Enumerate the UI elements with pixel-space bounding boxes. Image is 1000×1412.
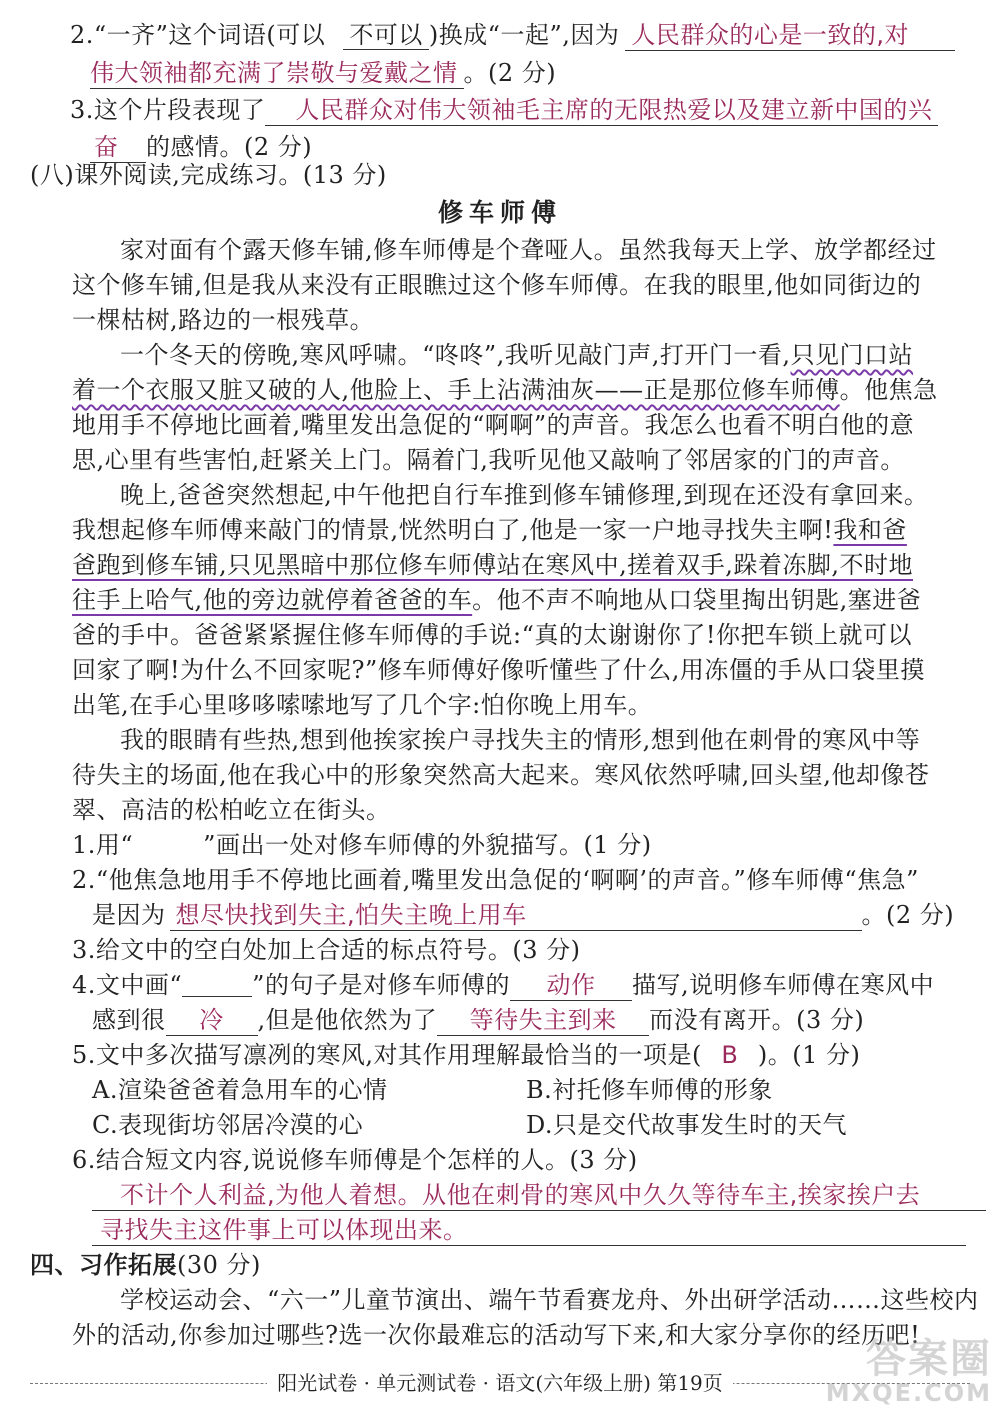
passage-line: 待失主的场面,他在我心中的形象突然高大起来。寒风依然呼啸,回头望,他却像苍 bbox=[72, 761, 930, 789]
prev-q2-answer-2: 伟大领袖都充满了崇敬与爱戴之情 bbox=[90, 58, 464, 89]
straight-line-sample bbox=[182, 970, 252, 997]
question-text: 描写,说明修车师傅在寒风中 bbox=[631, 971, 935, 999]
passage-line bbox=[72, 513, 907, 547]
prev-q2-answer-1: 人民群众的心是一致的,对 bbox=[625, 20, 955, 51]
watermark-text-2: MXQE.COM bbox=[825, 1379, 992, 1407]
passage-title: 修车师傅 bbox=[437, 198, 562, 227]
q5-option-b: B.衬托修车师傅的形象 bbox=[526, 1076, 773, 1104]
section-4-prompt-line: 学校运动会、“六一”儿童节演出、端午节看赛龙舟、外出研学活动……这些校内 bbox=[120, 1286, 979, 1314]
answer-q2: 想尽快找到失主,怕失主晚上用车 bbox=[170, 900, 862, 931]
passage-line: 出笔,在手心里哆哆嗦嗦地写了几个字:怕你晚上用车。 bbox=[72, 691, 653, 719]
question-text: 1.用“ bbox=[72, 831, 134, 859]
answer-q5: B bbox=[721, 1041, 739, 1069]
section-4-score: (30 分) bbox=[177, 1251, 261, 1279]
prev-q3-text-b: 的感情。(2 分) bbox=[146, 133, 313, 161]
passage-line: 回家了啊!为什么不回家呢?”修车师傅好像听懂些了什么,用冻僵的手从口袋里摸 bbox=[72, 656, 925, 684]
answer-q4-2: 冷 bbox=[166, 1005, 258, 1036]
passage-line: 这个修车铺,但是我从来没有正眼瞧过这个修车师傅。在我的眼里,他如同街边的 bbox=[72, 271, 922, 299]
answer-q6-2: 寻找失主这件事上可以体现出来。 bbox=[92, 1215, 966, 1246]
passage-line: 一棵枯树,路边的一根残草。 bbox=[72, 306, 375, 334]
prev-q2-text-a: 2.“一齐”这个词语(可以 bbox=[70, 21, 326, 49]
passage-line bbox=[120, 338, 913, 372]
question-text: 。(2 分) bbox=[861, 901, 955, 929]
passage-line: 翠、高洁的松柏屹立在街头。 bbox=[72, 796, 391, 824]
question-5 bbox=[72, 1038, 860, 1072]
footer-text: 阳光试卷 · 单元测试卷 · 语文(六年级上册) 第19页 bbox=[267, 1371, 733, 1395]
answer-q6-1: 不计个人利益,为他人着想。从他在刺骨的寒风中久久等待车主,挨家挨户去 bbox=[92, 1180, 986, 1211]
passage-line: 我的眼睛有些热,想到他挨家挨户寻找失主的情形,想到他在刺骨的寒风中等 bbox=[120, 726, 921, 754]
section-8-heading: (八)课外阅读,完成练习。(13 分) bbox=[30, 161, 387, 189]
question-text: 4.文中画“ bbox=[72, 971, 183, 999]
section-4-prompt-line: 外的活动,你参加过哪些?选一次你最难忘的活动写下来,和大家分享你的经历吧! bbox=[72, 1321, 921, 1349]
prev-q2-score: 。(2 分) bbox=[463, 59, 557, 87]
passage-line bbox=[72, 373, 938, 407]
question-4-line2 bbox=[92, 1003, 864, 1037]
question-3: 3.给文中的空白处加上合适的标点符号。(3 分) bbox=[72, 936, 581, 964]
question-2-line2 bbox=[92, 898, 954, 932]
passage-text: 我想起修车师傅来敲门的情景,恍然明白了,他是一家一户地寻找失主啊! bbox=[72, 516, 834, 544]
passage-line: 晚上,爸爸突然想起,中午他把自行车推到修车铺修理,到现在还没有拿回来。 bbox=[120, 481, 929, 509]
prev-q2-choice: 不可以 bbox=[343, 21, 429, 50]
action-sentence-underlined: 往手上哈气,他的旁边就停着爸爸的车 bbox=[72, 586, 473, 614]
wavy-line-sample bbox=[133, 828, 203, 862]
passage-line: 思,心里有些害怕,赶紧关上门。隔着门,我听见他又敲响了邻居家的门的声音。 bbox=[72, 446, 905, 474]
question-text: 而没有离开。(3 分) bbox=[649, 1006, 865, 1034]
question-2-line1: 2.“他焦急地用手不停地比画着,嘴里发出急促的‘啊啊’的声音。”修车师傅“焦急” bbox=[72, 866, 919, 894]
prev-q3-text-a: 3.这个片段表现了 bbox=[70, 96, 266, 124]
passage-line bbox=[72, 548, 913, 582]
question-text: )。(1 分) bbox=[757, 1041, 861, 1069]
prev-q3-answer-2: 奋 bbox=[90, 132, 146, 163]
question-text: ”画出一处对修车师傅的外貌描写。(1 分) bbox=[203, 831, 652, 859]
prev-question-2-line2 bbox=[90, 56, 556, 90]
passage-text: 。他焦急 bbox=[839, 376, 938, 404]
prev-question-2-line1 bbox=[70, 18, 955, 52]
question-text: ”的句子是对修车师傅的 bbox=[252, 971, 510, 999]
question-text: ,但是他依然为了 bbox=[257, 1006, 438, 1034]
question-1 bbox=[72, 828, 652, 862]
question-6-answer-line2 bbox=[92, 1213, 966, 1247]
passage-line: 地用手不停地比画着,嘴里发出急促的“啊啊”的声音。我怎么也看不明白他的意 bbox=[72, 411, 915, 439]
watermark-text-1: 答案圈 bbox=[866, 1336, 992, 1382]
answer-q4-1: 动作 bbox=[510, 970, 632, 1001]
appearance-description-wavy: 只见门口站 bbox=[790, 341, 914, 369]
q5-option-d: D.只是交代故事发生时的天气 bbox=[526, 1111, 848, 1139]
q5-option-a: A.渲染爸爸着急用车的心情 bbox=[92, 1076, 388, 1104]
section-4-heading bbox=[30, 1248, 261, 1282]
question-6: 6.结合短文内容,说说修车师傅是个怎样的人。(3 分) bbox=[72, 1146, 638, 1174]
watermark-logo bbox=[792, 1338, 992, 1408]
passage-text: 一个冬天的傍晚,寒风呼啸。“咚咚”,我听见敲门声,打开门一看, bbox=[120, 341, 791, 369]
passage-text: 。他不声不响地从口袋里掏出钥匙,塞进爸 bbox=[472, 586, 922, 614]
q5-option-c: C.表现街坊邻居冷漠的心 bbox=[92, 1111, 364, 1139]
passage-line bbox=[72, 583, 921, 617]
prev-question-3-line1 bbox=[70, 93, 938, 127]
question-text: 5.文中多次描写凛冽的寒风,对其作用理解最恰当的一项是( bbox=[72, 1041, 702, 1069]
answer-q4-3: 等待失主到来 bbox=[437, 1005, 649, 1036]
passage-line: 家对面有个露天修车铺,修车师傅是个聋哑人。虽然我每天上学、放学都经过 bbox=[120, 236, 937, 264]
prev-q3-answer-1: 人民群众对伟大领袖毛主席的无限热爱以及建立新中国的兴 bbox=[265, 95, 938, 126]
question-4-line1 bbox=[72, 968, 934, 1002]
action-sentence-underlined: 我和爸 bbox=[833, 516, 907, 544]
question-text: 感到很 bbox=[92, 1006, 166, 1034]
appearance-description-wavy: 着一个衣服又脏又破的人,他脸上、手上沾满油灰——正是那位修车师傅 bbox=[72, 376, 840, 404]
question-6-answer-line1 bbox=[92, 1178, 986, 1212]
passage-line: 爸的手中。爸爸紧紧握住修车师傅的手说:“真的太谢谢你了!你把车锁上就可以 bbox=[72, 621, 912, 649]
action-sentence-underlined: 爸跑到修车铺,只见黑暗中那位修车师傅站在寒风中,搓着双手,跺着冻脚,不时地 bbox=[72, 551, 914, 579]
question-text: 是因为 bbox=[92, 901, 166, 929]
prev-q2-text-b: )换成“一起”,因为 bbox=[428, 21, 620, 49]
section-4-title: 四、习作拓展 bbox=[30, 1251, 177, 1279]
